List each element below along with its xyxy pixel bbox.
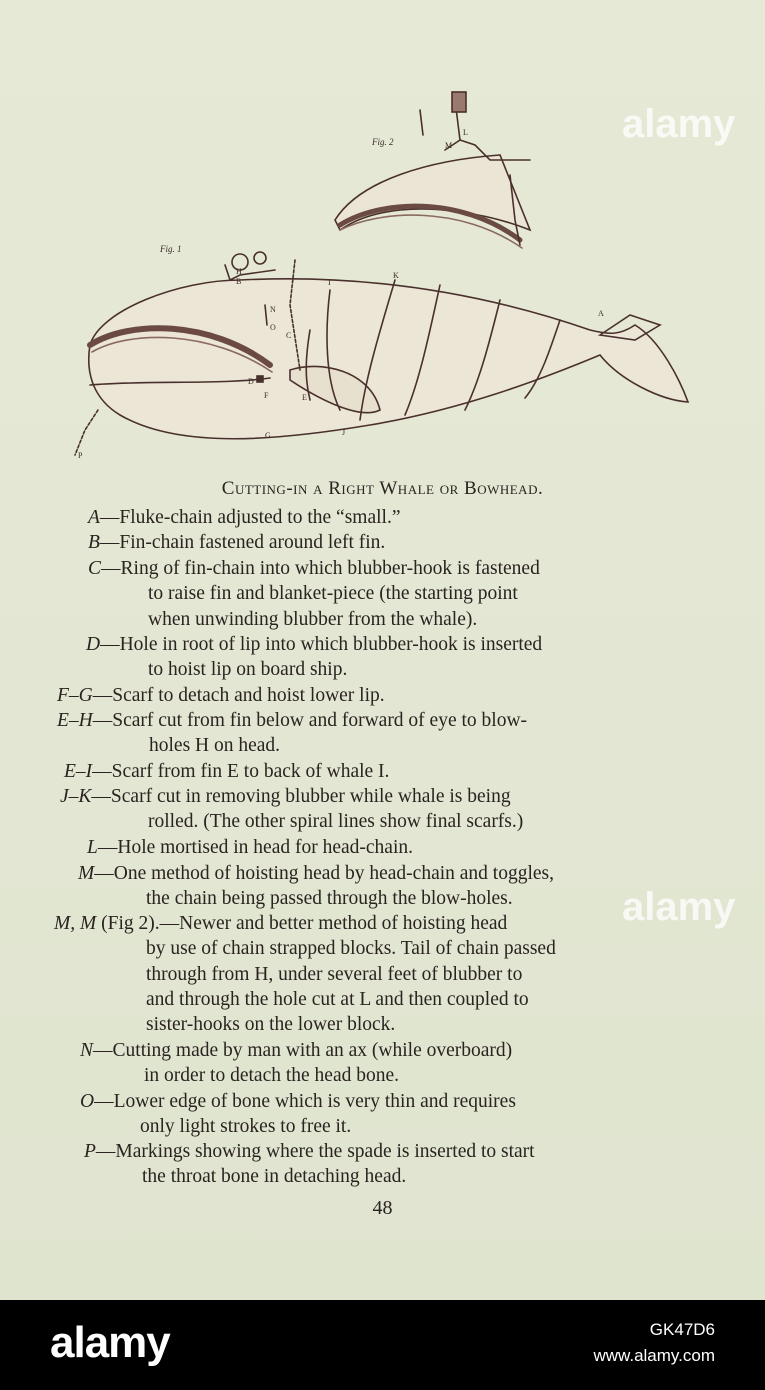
point-label-e: E [302,393,307,402]
alamy-logo: alamy [50,1318,170,1367]
legend-entry-fg: F–G—Scarf to detach and hoist lower lip. [57,685,385,706]
point-label-l: L [463,128,468,137]
fig1-label: Fig. 1 [160,244,182,254]
point-label-d: D [248,377,254,386]
legend-entry-d: D—Hole in root of lip into which blubber-hook is inserted to hoist lip on board ship. [86,634,543,681]
point-label-p: P [78,451,83,460]
image-id: GK47D6 [649,1320,715,1339]
fig2-label: Fig. 2 [372,137,394,147]
point-label-g: G [265,431,271,440]
image-url: www.alamy.com [593,1346,715,1365]
point-label-n: N [270,305,276,314]
watermark-middle: alamy [622,885,736,929]
point-label-i: I [328,278,331,287]
whale-cutting-illustration [60,80,710,470]
legend-entry-eh: E–H—Scarf cut from fin below and forward of eye to blow- holes H on head. [57,710,528,757]
point-label-k: K [393,271,399,280]
legend-entry-c: C—Ring of fin-chain into which blubber-hook is fastened to raise fin and blanket-piece (the starting point when unwinding blubber from the whale). [88,558,540,630]
point-label-f: F [264,391,269,400]
figure-caption [0,478,765,500]
point-label-h: H [236,267,242,276]
legend-entry-o: O—Lower edge of bone which is very thin and requires only light strokes to free it. [80,1091,516,1138]
legend-entry-n: N—Cutting made by man with an ax (while overboard) in order to detach the head bone. [80,1040,513,1087]
caption-text: Cutting-in a Right Whale or Bowhead. [221,478,544,499]
legend-entry-jk: J–K—Scarf cut in removing blubber while whale is being rolled. (The other spiral lines show final scarfs.) [60,786,524,833]
legend-entry-m: M—One method of hoisting head by head-chain and toggles, the chain being passed through the blow-holes. [78,863,555,910]
point-label-j: J [342,428,346,437]
point-label-o: O [270,323,276,332]
page-number: 48 [372,1197,393,1219]
legend-entry-a: A—Fluke-chain adjusted to the “small.” [88,507,401,528]
fig2-head-drawing [335,92,530,248]
legend-entry-mm: M, M (Fig 2).—Newer and better method of hoisting head by use of chain strapped blocks. Tail of chain passed through from H, under several feet of blubber to and through the hole cut at L and then coupled to sister-hooks on the lower block. [54,913,556,1036]
legend-entry-l: L—Hole mortised in head for head-chain. [87,837,414,858]
legend-entry-p: P—Markings showing where the spade is inserted to start the throat bone in detaching head. [84,1141,535,1188]
point-label-b: B [236,277,242,286]
point-label-a: A [598,309,604,318]
fig1-whale-drawing [75,252,688,455]
point-label-c: C [286,331,292,340]
legend-entry-b: B—Fin-chain fastened around left fin. [88,532,386,553]
watermark-top: alamy [622,102,736,146]
point-label-m: M [445,141,453,150]
legend-entry-ei: E–I—Scarf from fin E to back of whale I. [64,761,390,782]
